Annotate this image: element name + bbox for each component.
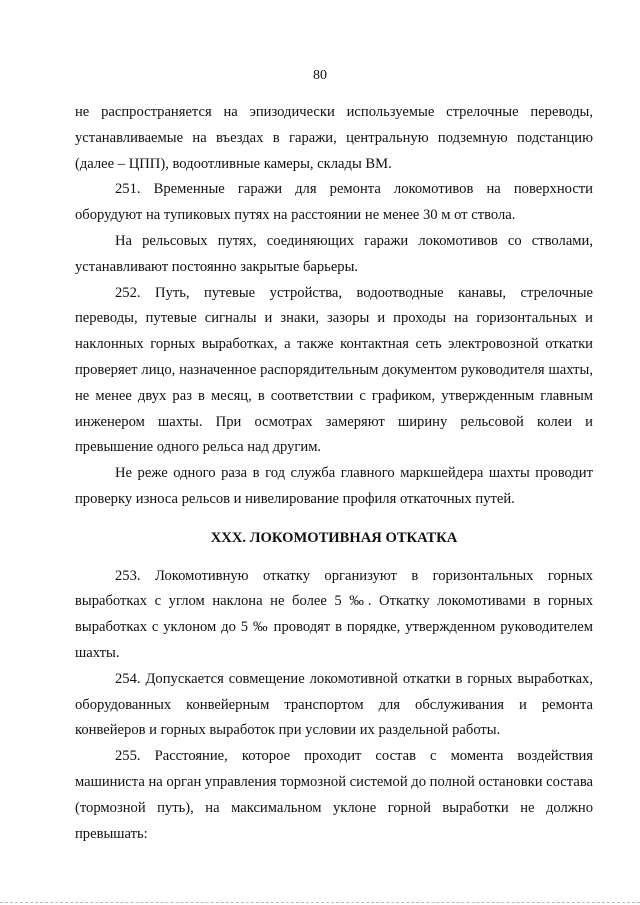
paragraph: не распространяется на эпизодически используемые стрелочные переводы, устанавливаемые на въездах в гаражи, центральную подземную подстанцию (далее – ЦПП), водоотливные камеры, склады ВМ. — [75, 104, 593, 172]
paragraphs-before-heading — [75, 100, 593, 513]
page-number: 80 — [313, 68, 327, 83]
paragraph: Не реже одного раза в год служба главного маркшейдера шахты проводит проверку износа рельсов и нивелирование профиля откаточных путей. — [75, 465, 593, 507]
section-heading: XXX. ЛОКОМОТИВНАЯ ОТКАТКА — [210, 529, 458, 546]
document-body — [75, 100, 593, 847]
paragraph: 255. Расстояние, которое проходит состав с момента воздействия машиниста на орган управления тормозной системой до полной остановки состава (тормозной путь), на максимальном уклоне горной выработки не должно превышать: — [75, 748, 593, 842]
paragraph: 253. Локомотивную откатку организуют в горизонтальных горных выработках с углом наклона не более 5 ‰. Откатку локомотивами в горных выработках с уклоном до 5 ‰ проводят в порядке, утвержденном руководителем шахты. — [75, 567, 593, 661]
paragraph: 251. Временные гаражи для ремонта локомотивов на поверхности оборудуют на тупиковых путях на расстоянии не менее 30 м от ствола. — [75, 181, 593, 224]
paragraph: 254. Допускается совмещение локомотивной откатки в горных выработках, оборудованных конвейерным транспортом для обслуживания и ремонта конвейеров и горных выработок при условии их раздельной работы. — [75, 670, 593, 739]
paragraph: 252. Путь, путевые устройства, водоотводные канавы, стрелочные переводы, путевые сигналы и знаки, зазоры и проходы на горизонтальных и наклонных горных выработках, а также контактная сеть электровозной откатки проверяет лицо, назначенное распорядительным документом руководителя шахты, не менее двух раз в месяц, в соответствии с графиком, утвержденным главным инженером шахты. При осмотрах замеряют ширину рельсовой колеи и превышение одного рельса над другим. — [75, 284, 593, 456]
paragraph: На рельсовых путях, соединяющих гаражи локомотивов со стволами, устанавливают постоянно закрытые барьеры. — [75, 232, 593, 275]
paragraphs-after-heading — [75, 564, 593, 848]
